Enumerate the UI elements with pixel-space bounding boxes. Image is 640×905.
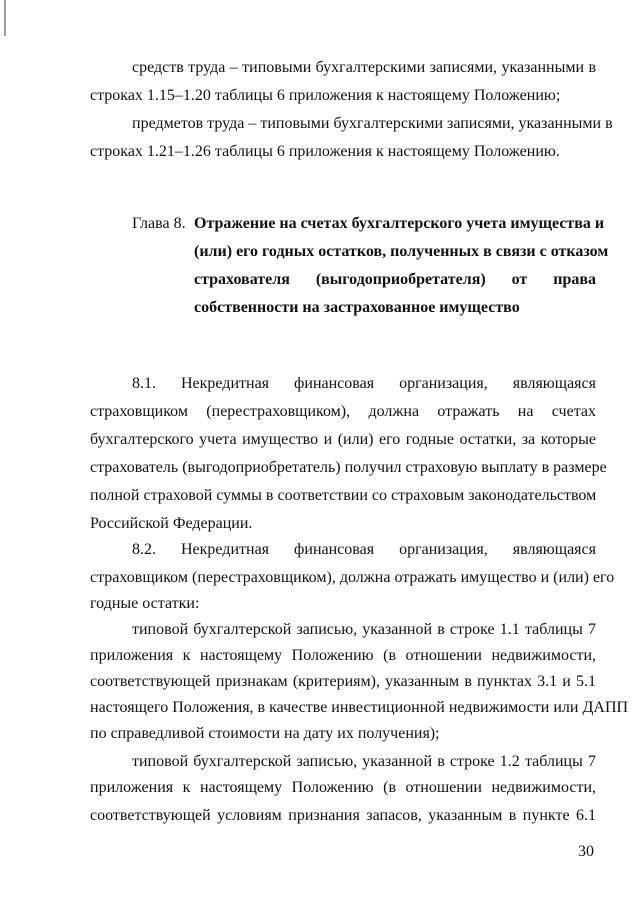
item-2-line: приложения к настоящему Положению (в отношении недвижимости, bbox=[90, 779, 596, 796]
paragraph-8-2-line: страховщиком (перестраховщиком), должна отражать имущество и (или) его bbox=[90, 569, 615, 586]
chapter-title-line: собственности на застрахованное имущество bbox=[194, 299, 520, 316]
text-line: предметов труда – типовыми бухгалтерскими записями, указанными в bbox=[132, 115, 613, 132]
scan-edge-mark bbox=[4, 0, 6, 36]
item-1-line: соответствующей признакам (критериям), указанным в пунктах 3.1 и 5.1 bbox=[90, 673, 596, 690]
item-2-line: типовой бухгалтерской записью, указанной в строке 1.2 таблицы 7 bbox=[132, 753, 596, 770]
paragraph-8-1-line: страхователь (выгодоприобретатель) получил страховую выплату в размере bbox=[90, 459, 607, 476]
paragraph-8-1-line: страховщиком (перестраховщиком), должна отражать на счетах bbox=[90, 403, 596, 420]
text-line: строках 1.15–1.20 таблицы 6 приложения к настоящему Положению; bbox=[90, 87, 561, 104]
item-1-line: приложения к настоящему Положению (в отношении недвижимости, bbox=[90, 647, 596, 664]
text-line: строках 1.21–1.26 таблицы 6 приложения к настоящему Положению. bbox=[90, 143, 560, 160]
chapter-label: Глава 8. bbox=[132, 215, 186, 232]
paragraph-8-1-line: полной страховой суммы в соответствии со страховым законодательством bbox=[90, 487, 597, 504]
chapter-title-line: (или) его годных остатков, полученных в связи с отказом bbox=[194, 243, 609, 260]
chapter-title-line: страхователя (выгодоприобретателя) от права bbox=[194, 271, 596, 288]
paragraph-8-1-line: бухгалтерского учета имущество и (или) его годные остатки, за которые bbox=[90, 431, 596, 448]
item-1-line: типовой бухгалтерской записью, указанной в строке 1.1 таблицы 7 bbox=[132, 621, 596, 638]
paragraph-8-1-line: 8.1. Некредитная финансовая организация, являющаяся bbox=[132, 375, 596, 392]
item-1-line: настоящего Положения, в качестве инвестиционной недвижимости или ДАПП bbox=[90, 699, 629, 716]
paragraph-8-1-line: Российской Федерации. bbox=[90, 515, 253, 532]
item-1-line: по справедливой стоимости на дату их получения); bbox=[90, 725, 440, 742]
item-2-line: соответствующей условиям признания запасов, указанным в пункте 6.1 bbox=[90, 807, 596, 824]
chapter-title-line: Отражение на счетах бухгалтерского учета имущества и bbox=[194, 215, 605, 232]
paragraph-8-2-line: 8.2. Некредитная финансовая организация, являющаяся bbox=[132, 541, 596, 558]
text-line: средств труда – типовыми бухгалтерскими записями, указанными в bbox=[132, 59, 596, 76]
page-number: 30 bbox=[578, 843, 594, 860]
paragraph-8-2-line: годные остатки: bbox=[90, 595, 200, 612]
